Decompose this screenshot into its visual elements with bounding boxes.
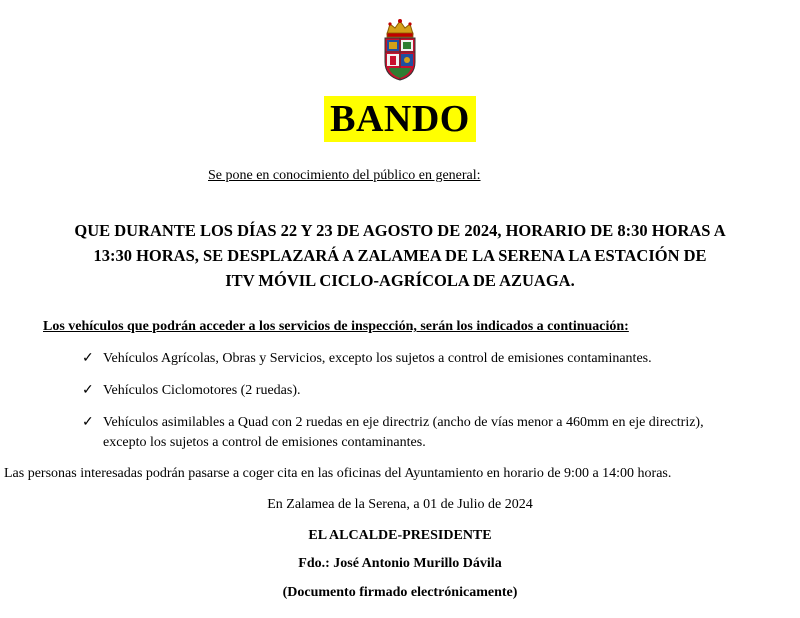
signer-role: EL ALCALDE-PRESIDENTE — [308, 528, 492, 543]
list-item-text: Vehículos Ciclomotores (2 ruedas). — [103, 383, 301, 398]
notice-line: 13:30 HORAS, SE DESPLAZARÁ A ZALAMEA DE LA SERENA LA ESTACIÓN DE — [93, 246, 707, 265]
document-title: BANDO — [324, 96, 476, 142]
check-icon: ✓ — [82, 351, 94, 366]
coat-of-arms-icon — [381, 18, 419, 82]
list-item-text: excepto los sujetos a control de emisiones contaminantes. — [103, 435, 426, 450]
place-date: En Zalamea de la Serena, a 01 de Julio de 2024 — [267, 497, 533, 512]
check-icon: ✓ — [82, 415, 94, 430]
vehicles-heading: Los vehículos que podrán acceder a los servicios de inspección, serán los indicados a continuación: — [43, 319, 629, 334]
notice-line: ITV MÓVIL CICLO-AGRÍCOLA DE AZUAGA. — [225, 271, 575, 290]
signer-name: Fdo.: José Antonio Murillo Dávila — [298, 556, 502, 571]
title-wrapper — [0, 96, 800, 142]
check-icon: ✓ — [82, 383, 94, 398]
list-item — [82, 349, 794, 369]
signature-note: (Documento firmado electrónicamente) — [282, 585, 518, 600]
main-notice — [40, 218, 760, 293]
appointments-text: Las personas interesadas podrán pasarse a coger cita en las oficinas del Ayuntamiento en horario de 9:00 a 14:00 horas. — [4, 466, 672, 481]
intro-text: Se pone en conocimiento del público en general: — [208, 168, 481, 183]
list-item-text: Vehículos asimilables a Quad con 2 ruedas en eje directriz (ancho de vías menor a 460mm en eje directriz), — [103, 415, 704, 430]
list-item — [82, 413, 794, 453]
list-item-text: Vehículos Agrícolas, Obras y Servicios, excepto los sujetos a control de emisiones contaminantes. — [103, 351, 652, 366]
list-item — [82, 381, 794, 401]
vehicle-list — [82, 349, 794, 465]
notice-line: QUE DURANTE LOS DÍAS 22 Y 23 DE AGOSTO DE 2024, HORARIO DE 8:30 HORAS A — [74, 221, 726, 240]
